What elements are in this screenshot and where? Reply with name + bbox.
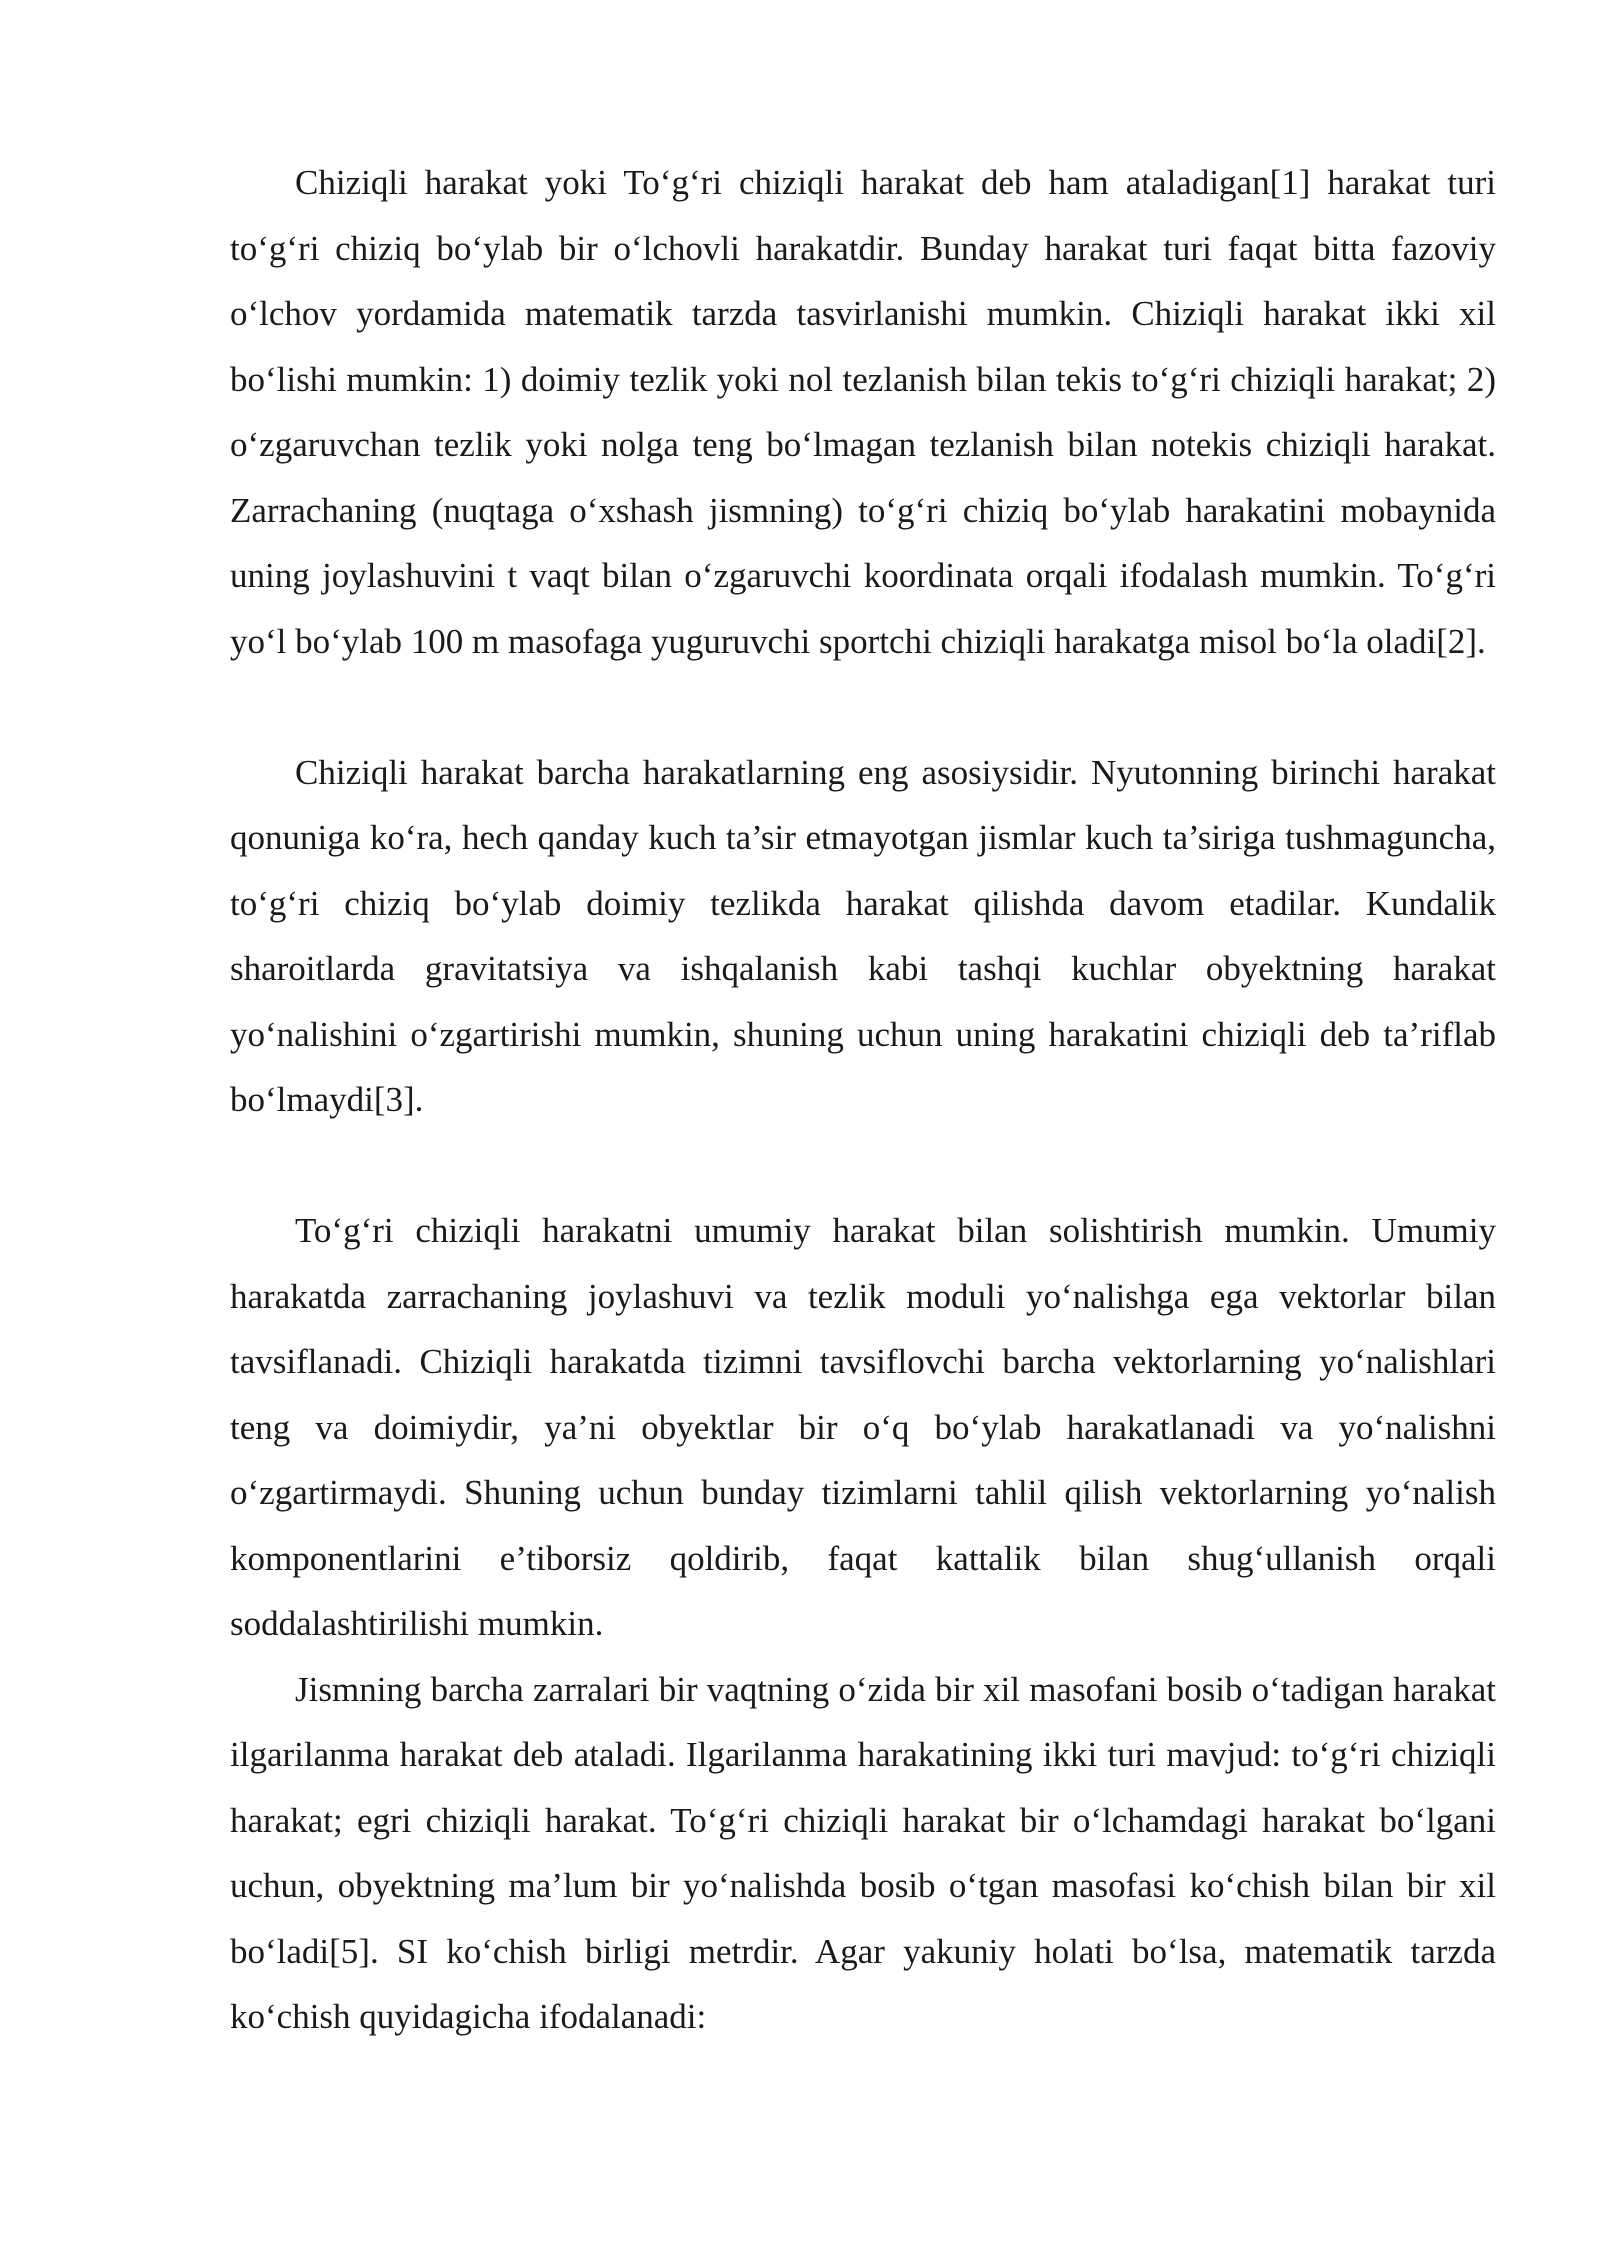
paragraph-spacer <box>230 1133 1496 1199</box>
paragraph-translational-motion: Jismning barcha zarralari bir vaqtning o‘zida bir xil masofani bosib o‘tadigan harakat ilgarilanma harakat deb ataladi. Ilgarilanma harakatining ikki turi mavjud: to‘g‘ri chiziqli harakat; egri chiziqli harakat. To‘g‘ri chiziqli harakat bir o‘lchamdagi harakat bo‘lgani uchun, obyektning ma’lum bir yo‘nalishda bosib o‘tgan masofasi ko‘chish bilan bir xil bo‘ladi[5]. SI ko‘chish birligi metrdir. Agar yakuniy holati bo‘lsa, matematik tarzda ko‘chish quyidagicha ifodalanadi: <box>230 1669 1496 2036</box>
document-page <box>230 150 1496 2050</box>
paragraph-general-motion-comparison: To‘g‘ri chiziqli harakatni umumiy harakat bilan solishtirish mumkin. Umumiy harakatda zarrachaning joylashuvi va tezlik moduli yo‘nalishga ega vektorlar bilan tavsiflanadi. Chiziqli harakatda tizimni tavsiflovchi barcha vektorlarning yo‘nalishlari teng va doimiydir, ya’ni obyektlar bir o‘q bo‘ylab harakatlanadi va yo‘nalishni o‘zgartirmaydi. Shuning uchun bunday tizimlarni tahlil qilish vektorlarning yo‘nalish komponentlarini e’tiborsiz qoldirib, faqat kattalik bilan shug‘ullanish orqali soddalashtirilishi mumkin. <box>230 1211 1496 1643</box>
paragraph-linear-motion-definition: Chiziqli harakat yoki To‘g‘ri chiziqli harakat deb ham ataladigan[1] harakat turi to‘g‘ri chiziq bo‘ylab bir o‘lchovli harakatdir. Bunday harakat turi faqat bitta fazoviy o‘lchov yordamida matematik tarzda tasvirlanishi mumkin. Chiziqli harakat ikki xil bo‘lishi mumkin: 1) doimiy tezlik yoki nol tezlanish bilan tekis to‘g‘ri chiziqli harakat; 2) o‘zgaruvchan tezlik yoki nolga teng bo‘lmagan tezlanish bilan notekis chiziqli harakat. Zarrachaning (nuqtaga o‘xshash jismning) to‘g‘ri chiziq bo‘ylab harakatini mobaynida uning joylashuvini t vaqt bilan o‘zgaruvchi koordinata orqali ifodalash mumkin. To‘g‘ri yo‘l bo‘ylab 100 m masofaga yuguruvchi sportchi chiziqli harakatga misol bo‘la oladi[2]. <box>230 163 1496 661</box>
paragraph-newton-first-law: Chiziqli harakat barcha harakatlarning eng asosiysidir. Nyutonning birinchi harakat qonuniga ko‘ra, hech qanday kuch ta’sir etmayotgan jismlar kuch ta’siriga tushmaguncha, to‘g‘ri chiziq bo‘ylab doimiy tezlikda harakat qilishda davom etadilar. Kundalik sharoitlarda gravitatsiya va ishqalanish kabi tashqi kuchlar obyektning harakat yo‘nalishini o‘zgartirishi mumkin, shuning uchun uning harakatini chiziqli deb ta’riflab bo‘lmaydi[3]. <box>230 752 1496 1119</box>
paragraph-spacer <box>230 674 1496 740</box>
